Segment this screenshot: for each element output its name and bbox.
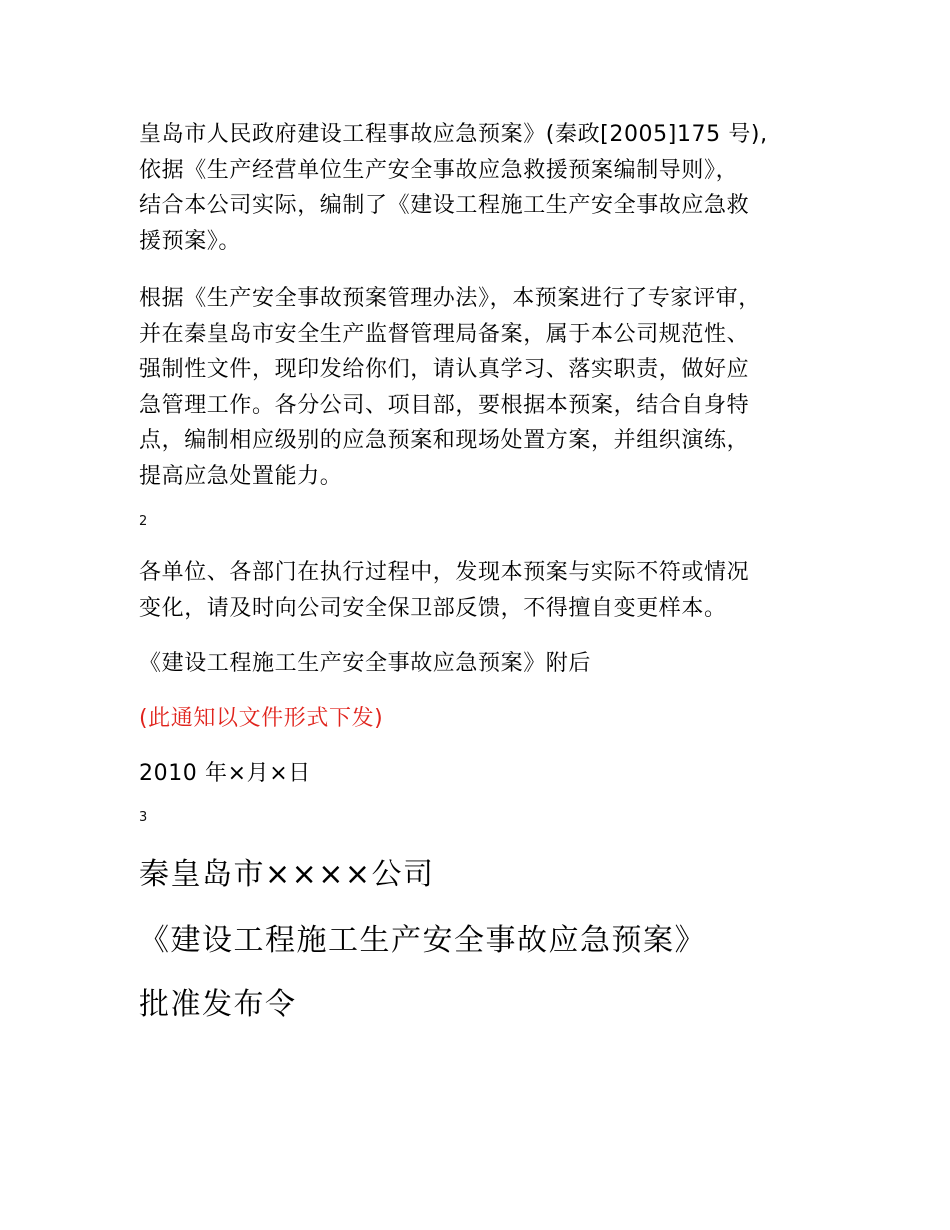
page-number: 3 xyxy=(139,810,148,825)
page-number: 2 xyxy=(139,514,148,529)
paragraph-attachment: 《建设工程施工生产安全事故应急预案》附后 xyxy=(139,651,592,676)
notice-text: (此通知以文件形式下发) xyxy=(139,706,384,731)
paragraph-basis: 皇岛市人民政府建设工程事故应急预案》(秦政[2005]175 号), 依据《生产经营单位生产安全事故应急救援预案编制导则》， 结合本公司实际，编制了《建设工程施工生产安全事故应急救 援预案》。 xyxy=(139,122,768,254)
paragraph-review: 根据《生产安全事故预案管理办法》，本预案进行了专家评审， 并在秦皇岛市安全生产监督管理局备案，属于本公司规范性、 强制性文件，现印发给你们，请认真学习、落实职责，做好应 急管理工作。各分公司、项目部，要根据本预案，结合自身特 点，编制相应级别的应急预案和现场处置方案，并组织演练， 提高应急处置能力。 xyxy=(139,286,761,489)
plan-title: 《建设工程施工生产安全事故应急预案》 xyxy=(139,923,706,958)
company-name: 秦皇岛市××××公司 xyxy=(139,857,435,892)
order-title: 批准发布令 xyxy=(139,987,297,1022)
date-line: 2010 年×月×日 xyxy=(139,761,311,786)
paragraph-feedback: 各单位、各部门在执行过程中，发现本预案与实际不符或情况 变化，请及时向公司安全保卫部反馈，不得擅自变更样本。 xyxy=(139,560,750,621)
